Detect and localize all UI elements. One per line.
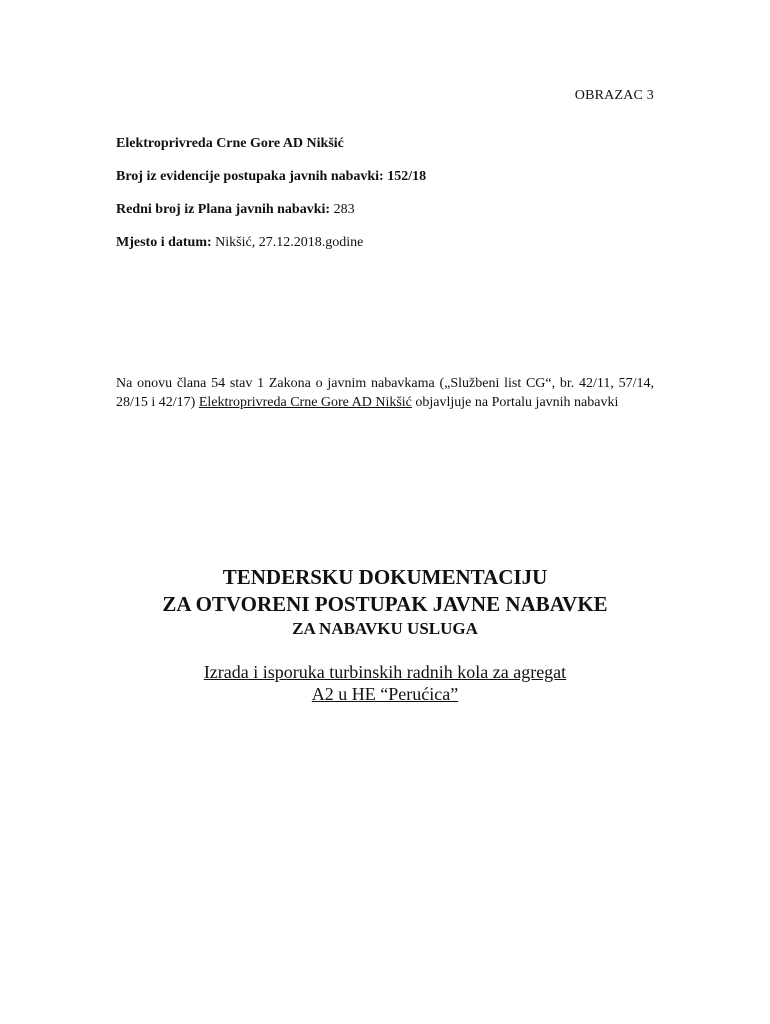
doc-title-line-3: ZA NABAVKU USLUGA: [292, 619, 478, 638]
evidence-number: [116, 169, 426, 185]
legal-basis-text: Na onovu člana 54 stav 1 Zakona o javnim nabavkama („Službeni list CG“, br. 42/11, 57/14, 28/15 i 42/17): [116, 376, 654, 410]
company-name-text: Elektroprivreda Crne Gore AD Nikšić: [116, 136, 344, 151]
place-and-date: [116, 235, 363, 251]
plan-number-value: 283: [333, 202, 355, 217]
doc-title-line-1: TENDERSKU DOKUMENTACIJU: [222, 565, 548, 589]
procurement-subject-line-1: Izrada i isporuka turbinskih radnih kola za agregat: [203, 662, 567, 682]
evidence-number-text: Broj iz evidencije postupaka javnih nabavki: 152/18: [116, 169, 427, 184]
plan-number: [116, 202, 355, 218]
legal-basis-paragraph: [116, 374, 654, 412]
legal-basis-text-end: objavljuje na Portalu javnih nabavki: [411, 395, 619, 410]
plan-number-label: Redni broj iz Plana javnih nabavki:: [116, 202, 331, 217]
form-number: OBRAZAC 3: [574, 88, 654, 103]
company-name: [116, 136, 344, 152]
place-and-date-label: Mjesto i datum:: [116, 235, 212, 250]
procurement-subject-line-2: A2 u HE “Perućica”: [311, 684, 459, 704]
doc-title-line-2: ZA OTVORENI POSTUPAK JAVNE NABAVKE: [162, 592, 608, 616]
place-and-date-value: Nikšić, 27.12.2018.godine: [215, 235, 364, 250]
company-link: Elektroprivreda Crne Gore AD Nikšić: [198, 395, 412, 410]
